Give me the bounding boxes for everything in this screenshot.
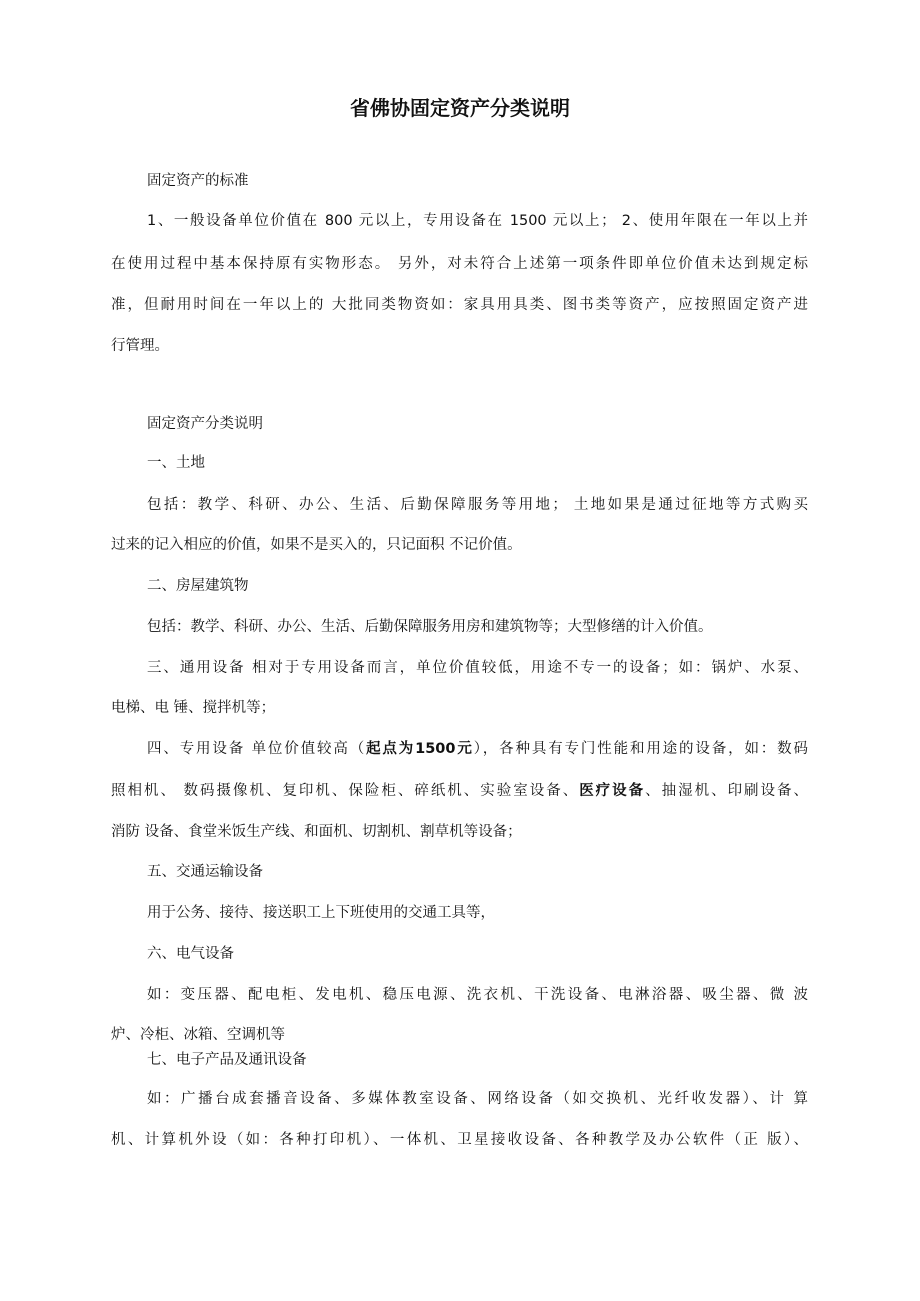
text-segment: ），各种具有专门性能和用途的设备，如：数码: [473, 741, 809, 757]
text-line: [147, 211, 808, 231]
text-segment: 电梯、电 锤、搅拌机等；: [111, 700, 276, 716]
text-segment: 五、交通运输设备: [147, 864, 263, 880]
text-line: [111, 336, 169, 356]
text-line: [147, 1089, 808, 1109]
text-line: [147, 658, 808, 678]
text-line: [111, 535, 522, 555]
text-segment: 照相机、 数码摄像机、复印机、保险柜、碎纸机、实验室设备、: [111, 783, 580, 799]
text-segment: 三、通用设备 相对于专用设备而言，单位价值较低，用途不专一的设备；如：锅炉、水泵、: [147, 660, 808, 676]
document-title: 省佛协固定资产分类说明: [350, 96, 570, 120]
text-line: [111, 822, 522, 842]
text-segment: 如：广播台成套播音设备、多媒体教室设备、网络设备（如交换机、光纤收发器）、计 算: [147, 1091, 808, 1107]
text-line: [147, 576, 249, 596]
text-segment: 四、专用设备 单位价值较高（: [147, 741, 367, 757]
text-segment: 1、一般设备单位价值在 800 元以上，专用设备在 1500 元以上； 2、使用年限在一年以上并: [147, 213, 808, 229]
text-segment: 过来的记入相应的价值，如果不是买入的，只记面积 不记价值。: [111, 537, 522, 553]
text-segment: 、抽湿机、印刷设备、: [645, 783, 809, 799]
text-segment: 行管理。: [111, 338, 169, 354]
text-line: [147, 903, 495, 923]
text-segment: 准，但耐用时间在一年以上的 大批同类物资如：家具用具类、图书类等资产，应按照固定资产进: [111, 297, 808, 313]
text-segment: 包括：教学、科研、办公、生活、后勤保障服务等用地； 土地如果是通过征地等方式购买: [147, 497, 808, 513]
text-segment: 炉、冷柜、冰箱、空调机等: [111, 1027, 285, 1043]
text-line: [147, 985, 808, 1005]
text-line: [147, 1050, 307, 1070]
text-line: [111, 1130, 808, 1150]
text-segment: 固定资产的标准: [147, 173, 249, 189]
text-segment: 消防 设备、食堂米饭生产线、和面机、切割机、割草机等设备；: [111, 824, 522, 840]
text-segment: 固定资产分类说明: [147, 416, 263, 432]
text-line: [111, 295, 808, 315]
text-line: [111, 1025, 285, 1045]
text-segment: 六、电气设备: [147, 946, 234, 962]
text-segment: 机、计算机外设（如：各种打印机）、一体机、卫星接收设备、各种教学及办公软件（正 版）、: [111, 1132, 808, 1148]
text-line: [147, 944, 234, 964]
text-line: [111, 254, 808, 274]
text-line: [147, 617, 713, 637]
text-segment: 如：变压器、配电柜、发电机、稳压电源、洗衣机、干洗设备、电淋浴器、吸尘器、微 波: [147, 987, 808, 1003]
text-segment: 二、房屋建筑物: [147, 578, 249, 594]
text-line: [111, 698, 275, 718]
text-line: [147, 495, 808, 515]
text-segment: 用于公务、接待、接送职工上下班使用的交通工具等，: [147, 905, 495, 921]
text-line: [147, 453, 205, 473]
text-line: [147, 862, 263, 882]
text-segment: 包括：教学、科研、办公、生活、后勤保障服务用房和建筑物等；大型修缮的计入价值。: [147, 619, 713, 635]
text-segment: 一、土地: [147, 455, 205, 471]
text-segment: 七、电子产品及通讯设备: [147, 1052, 307, 1068]
text-segment: 在使用过程中基本保持原有实物形态。 另外，对未符合上述第一项条件即单位价值未达到规定标: [111, 256, 808, 272]
bold-text: 起点为1500元: [366, 741, 474, 757]
bold-text: 医疗设备: [579, 783, 646, 799]
text-line: [147, 171, 249, 191]
text-line: [147, 739, 808, 759]
text-line: [111, 781, 808, 801]
text-line: [147, 414, 263, 434]
